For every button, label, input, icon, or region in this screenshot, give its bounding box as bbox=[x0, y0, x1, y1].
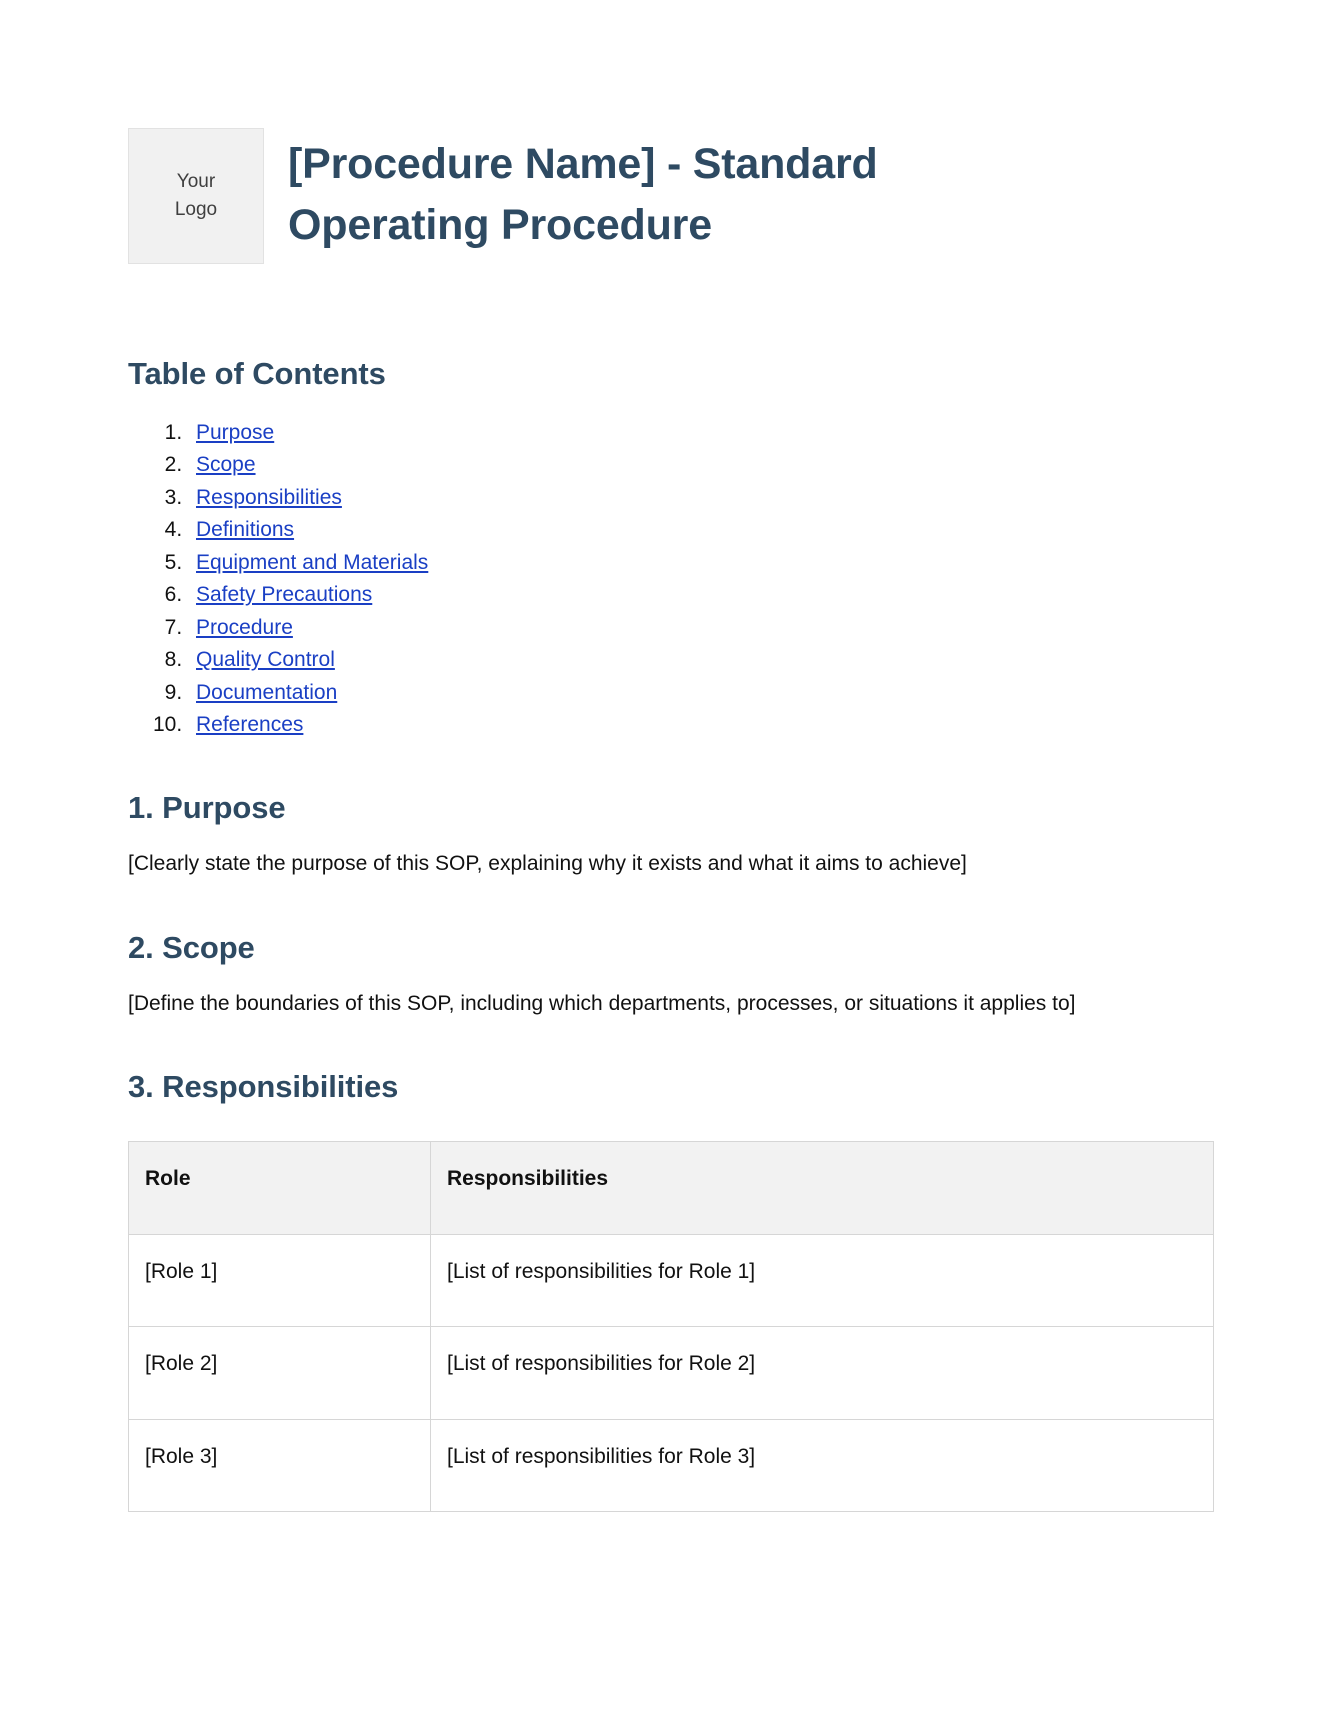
toc-link-purpose[interactable]: Purpose bbox=[196, 421, 275, 444]
table-column-header-responsibilities: Responsibilities bbox=[431, 1142, 1214, 1234]
toc-link-references[interactable]: References bbox=[196, 712, 304, 736]
table-cell-responsibilities: [List of responsibilities for Role 2] bbox=[431, 1327, 1214, 1419]
toc-section bbox=[128, 356, 1214, 740]
page-title: [Procedure Name] - Standard Operating Procedure bbox=[288, 140, 878, 250]
toc-item bbox=[188, 678, 1214, 708]
toc-link-responsibilities[interactable]: Responsibilities bbox=[196, 485, 342, 509]
section-body-scope: [Define the boundaries of this SOP, including which departments, processes, or situations it applies to] bbox=[128, 991, 1076, 1015]
toc-item bbox=[188, 515, 1214, 545]
logo-placeholder bbox=[128, 128, 264, 264]
toc-item bbox=[188, 645, 1214, 675]
table-header-row bbox=[129, 1142, 1214, 1234]
toc-link-equipment-and-materials[interactable]: Equipment and Materials bbox=[196, 550, 429, 574]
table-column-header-role: Role bbox=[129, 1142, 431, 1234]
toc-link-definitions[interactable]: Definitions bbox=[196, 518, 295, 542]
section-body-purpose: [Clearly state the purpose of this SOP, explaining why it exists and what it aims to achieve] bbox=[128, 852, 967, 876]
toc-item bbox=[188, 580, 1214, 610]
table-cell-role: [Role 3] bbox=[129, 1419, 431, 1511]
section-heading-purpose: 1. Purpose bbox=[128, 790, 286, 826]
toc-item bbox=[188, 548, 1214, 578]
table-cell-responsibilities: [List of responsibilities for Role 3] bbox=[431, 1419, 1214, 1511]
toc-list bbox=[128, 418, 1214, 740]
document-header bbox=[128, 128, 1214, 264]
toc-item bbox=[188, 450, 1214, 480]
toc-item bbox=[188, 483, 1214, 513]
section-responsibilities bbox=[128, 1069, 1214, 1512]
table-row bbox=[129, 1327, 1214, 1419]
toc-link-scope[interactable]: Scope bbox=[196, 453, 256, 477]
section-heading-responsibilities: 3. Responsibilities bbox=[128, 1069, 399, 1105]
section-heading-scope: 2. Scope bbox=[128, 929, 255, 965]
toc-item bbox=[188, 613, 1214, 643]
toc-link-procedure[interactable]: Procedure bbox=[196, 615, 293, 639]
section-purpose bbox=[128, 790, 1214, 880]
toc-heading: Table of Contents bbox=[128, 356, 386, 391]
section-scope bbox=[128, 930, 1214, 1020]
toc-link-quality-control[interactable]: Quality Control bbox=[196, 648, 335, 672]
table-row bbox=[129, 1234, 1214, 1326]
responsibilities-table bbox=[128, 1141, 1214, 1512]
table-cell-role: [Role 2] bbox=[129, 1327, 431, 1419]
table-cell-role: [Role 1] bbox=[129, 1234, 431, 1326]
logo-line-1: Your bbox=[176, 170, 216, 192]
toc-link-documentation[interactable]: Documentation bbox=[196, 680, 338, 704]
toc-item bbox=[188, 710, 1214, 740]
table-row bbox=[129, 1419, 1214, 1511]
document-content bbox=[128, 128, 1214, 1512]
logo-line-2: Logo bbox=[174, 199, 218, 220]
toc-link-safety-precautions[interactable]: Safety Precautions bbox=[196, 583, 373, 607]
toc-item bbox=[188, 418, 1214, 448]
table-cell-responsibilities: [List of responsibilities for Role 1] bbox=[431, 1234, 1214, 1326]
